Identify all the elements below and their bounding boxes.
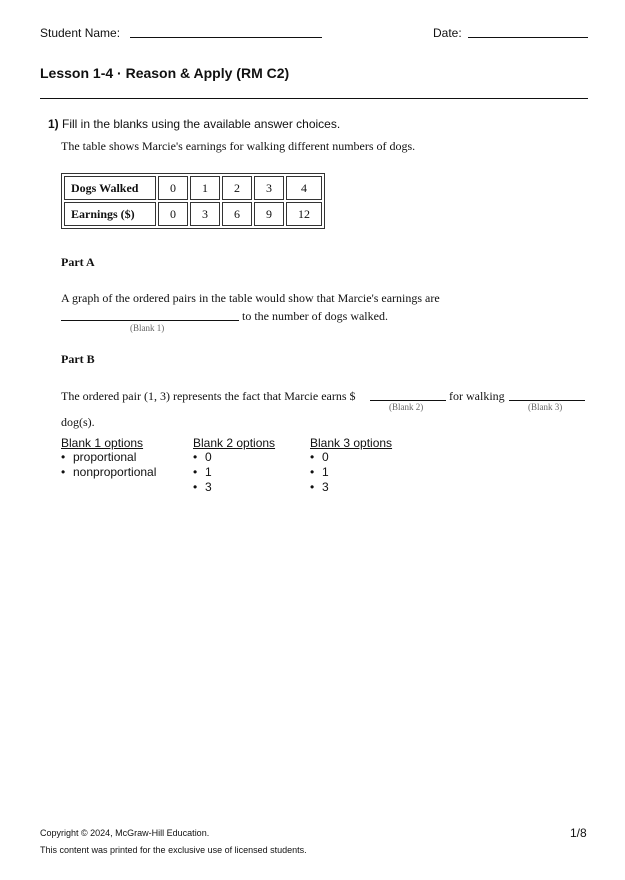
table-cell: 6 <box>222 202 252 226</box>
student-name-line[interactable] <box>130 37 322 38</box>
title-divider <box>40 98 588 99</box>
table-cell: 0 <box>158 202 188 226</box>
part-a-after-blank: to the number of dogs walked. <box>242 309 388 323</box>
date-label: Date: <box>433 26 462 40</box>
row-header: Earnings ($) <box>64 202 156 226</box>
question-intro: The table shows Marcie's earnings for walking different numbers of dogs. <box>61 139 416 153</box>
blank-3-input[interactable] <box>509 400 585 401</box>
part-b-text-before: The ordered pair (1, 3) represents the fact that Marcie earns $ <box>61 389 356 403</box>
option-item[interactable]: • proportional <box>61 450 156 465</box>
blank-1-caption: (Blank 1) <box>130 323 165 333</box>
blank-3-options-heading: Blank 3 options <box>310 436 393 450</box>
table-cell: 4 <box>286 176 322 200</box>
question-instruction: Fill in the blanks using the available answer choices. <box>62 117 341 131</box>
table-row <box>64 176 322 200</box>
option-item[interactable]: • nonproportional <box>61 465 156 480</box>
table-cell: 1 <box>190 176 220 200</box>
part-b-label: Part B <box>61 352 95 366</box>
blank-1-input[interactable] <box>61 320 239 321</box>
row-header: Dogs Walked <box>64 176 156 200</box>
table-cell: 2 <box>222 176 252 200</box>
option-item[interactable]: • 1 <box>310 465 392 480</box>
copyright-text: Copyright © 2024, McGraw-Hill Education. <box>40 828 210 838</box>
part-b-text-middle: for walking <box>449 389 505 403</box>
earnings-table <box>61 173 325 229</box>
option-item[interactable]: • 0 <box>310 450 392 465</box>
student-name-label: Student Name: <box>40 26 121 40</box>
table-cell: 0 <box>158 176 188 200</box>
table-cell: 12 <box>286 202 322 226</box>
blank-2-options-heading: Blank 2 options <box>193 436 276 450</box>
option-item[interactable]: • 3 <box>193 480 275 495</box>
blank-3-options <box>310 436 392 495</box>
option-item[interactable]: • 1 <box>193 465 275 480</box>
license-notice: This content was printed for the exclusive use of licensed students. <box>40 845 307 855</box>
option-item[interactable]: • 3 <box>310 480 392 495</box>
part-b-text-end: dog(s). <box>61 415 95 429</box>
table-cell: 9 <box>254 202 284 226</box>
blank-2-caption: (Blank 2) <box>389 402 424 412</box>
blank-3-caption: (Blank 3) <box>528 402 563 412</box>
blank-2-input[interactable] <box>370 400 446 401</box>
question-instruction-line <box>48 117 340 131</box>
page-number: 1/8 <box>570 826 587 840</box>
table-cell: 3 <box>254 176 284 200</box>
table-row <box>64 202 322 226</box>
blank-1-options <box>61 436 156 480</box>
blank-1-options-heading: Blank 1 options <box>61 436 144 450</box>
lesson-title: Lesson 1-4 · Reason & Apply (RM C2) <box>40 65 290 81</box>
date-line[interactable] <box>468 37 588 38</box>
part-a-text: A graph of the ordered pairs in the table would show that Marcie's earnings are <box>61 291 440 305</box>
table-cell: 3 <box>190 202 220 226</box>
option-item[interactable]: • 0 <box>193 450 275 465</box>
part-a-label: Part A <box>61 255 95 269</box>
blank-2-options <box>193 436 275 495</box>
question-number: 1) <box>48 117 59 131</box>
